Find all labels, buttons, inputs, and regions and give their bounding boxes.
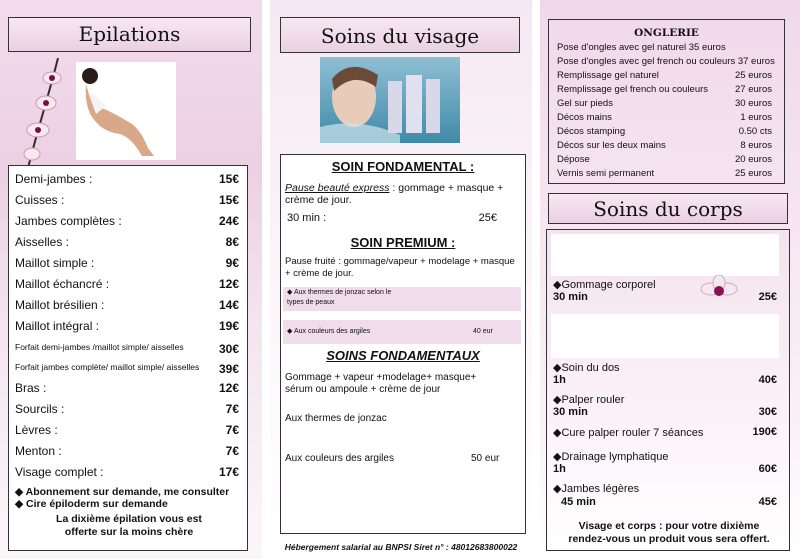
epilations-price-list	[8, 165, 248, 551]
onglerie-box	[548, 19, 785, 184]
soins-fondamentaux-heading: SOINS FONDAMENTAUX	[326, 348, 480, 363]
price-row: Maillot échancré : 12€	[15, 277, 239, 291]
corps-row: 30 min 30€	[553, 406, 777, 418]
price-row: Demi-jambes : 15€	[15, 172, 239, 186]
epilations-panel	[0, 0, 262, 559]
price-row: Maillot simple : 9€	[15, 256, 239, 270]
visage-footer: Hébergement salarial au BNPSI Siret n° : 48012683800022	[284, 542, 518, 552]
corps-row: ◆Gommage corporel	[553, 279, 656, 291]
price-row: Aisselles : 8€	[15, 235, 239, 249]
premium-desc: Pause fruité : gommage/vapeur + modelage + masque + crème de jour.	[285, 256, 515, 279]
onglerie-row: Remplissage gel french ou couleurs 27 euros	[557, 84, 772, 95]
corps-row: ◆Drainage lymphatique	[553, 451, 669, 463]
corps-row: ◆Cure palper rouler 7 séances 190€	[553, 426, 777, 439]
corps-row: 1h 60€	[553, 463, 777, 475]
visage-price-list	[280, 154, 526, 534]
fondamentaux-option-2-price: 50 eur	[471, 453, 500, 464]
visage-title: Soins du visage	[280, 17, 520, 53]
corps-offer: Visage et corps : pour votre dixième rendez-vous un produit vous sera offert.	[568, 520, 770, 545]
corps-blank-area	[551, 234, 779, 276]
price-row: Forfait jambes complète/ maillot simple/ aisselles 39€	[15, 362, 239, 376]
face-cream-photo	[320, 57, 460, 143]
premium-option-1: ◆ Aux thermes de jonzac selon le types de peaux	[283, 287, 521, 311]
price-row: Maillot intégral : 19€	[15, 319, 239, 333]
price-row: Maillot brésilien : 14€	[15, 298, 239, 312]
price-row: Forfait demi-jambes /maillot simple/ aisselles 30€	[15, 342, 239, 356]
onglerie-row: Décos stamping 0.50 cts	[557, 126, 772, 137]
epilations-offer: La dixième épilation vous est offerte sur la moins chère	[56, 513, 202, 538]
soin-premium-heading: SOIN PREMIUM :	[350, 235, 456, 250]
soin-fondamental-heading: SOIN FONDAMENTAL :	[331, 159, 475, 174]
onglerie-row: Remplissage gel naturel 25 euros	[557, 70, 772, 81]
price-row: Menton : 7€	[15, 444, 239, 458]
corps-row: 30 min 25€	[553, 291, 777, 303]
corps-title: Soins du corps	[548, 193, 788, 224]
price-row: Visage complet : 17€	[15, 465, 239, 479]
orchid-flower-icon	[699, 275, 739, 309]
premium-option-2: ◆ Aux couleurs des argiles 40 eur	[283, 320, 521, 344]
corps-row: ◆Jambes légères	[553, 483, 640, 495]
fondamental-price-row: 30 min : 25€	[287, 212, 497, 224]
visage-panel	[270, 0, 532, 559]
fondamentaux-desc: Gommage + vapeur +modelage+ masque+ sérum ou ampoule + crème de jour	[285, 372, 477, 395]
corps-row: ◆Soin du dos	[553, 362, 620, 374]
corps-row: 45 min 45€	[561, 496, 777, 508]
onglerie-row: Dépose 20 euros	[557, 154, 772, 165]
price-row: Jambes complètes : 24€	[15, 214, 239, 228]
pause-beaute-text: Pause beauté express : gommage + masque + crème de jour.	[285, 182, 504, 206]
onglerie-row: Décos sur les deux mains 8 euros	[557, 140, 772, 151]
corps-price-list	[546, 229, 790, 551]
onglerie-title: ONGLERIE	[634, 27, 699, 39]
price-row: Lèvres : 7€	[15, 423, 239, 437]
corps-row: 1h 40€	[553, 374, 777, 386]
epilations-title: Epilations	[8, 17, 251, 52]
onglerie-row: Décos mains 1 euros	[557, 112, 772, 123]
fondamentaux-option-2: Aux couleurs des argiles	[285, 453, 394, 464]
corps-row: ◆Palper rouler	[553, 394, 625, 406]
price-row: Cuisses : 15€	[15, 193, 239, 207]
orchid-icon	[18, 58, 78, 168]
onglerie-corps-panel	[540, 0, 800, 559]
onglerie-row: Pose d'ongles avec gel naturel 35 euros	[557, 42, 726, 53]
corps-blank-area	[551, 314, 779, 358]
price-row: Bras : 12€	[15, 381, 239, 395]
onglerie-row: Gel sur pieds 30 euros	[557, 98, 772, 109]
onglerie-row: Pose d'ongles avec gel french ou couleurs 37 euros	[557, 56, 775, 67]
fondamentaux-option-1: Aux thermes de jonzac	[285, 413, 387, 424]
abonnement-note: ◆ Abonnement sur demande, me consulter	[15, 486, 230, 498]
woman-photo	[76, 62, 176, 160]
price-row: Sourcils : 7€	[15, 402, 239, 416]
cire-note: ◆ Cire épiloderm sur demande	[15, 498, 168, 510]
onglerie-row: Vernis semi permanent 25 euros	[557, 168, 772, 179]
